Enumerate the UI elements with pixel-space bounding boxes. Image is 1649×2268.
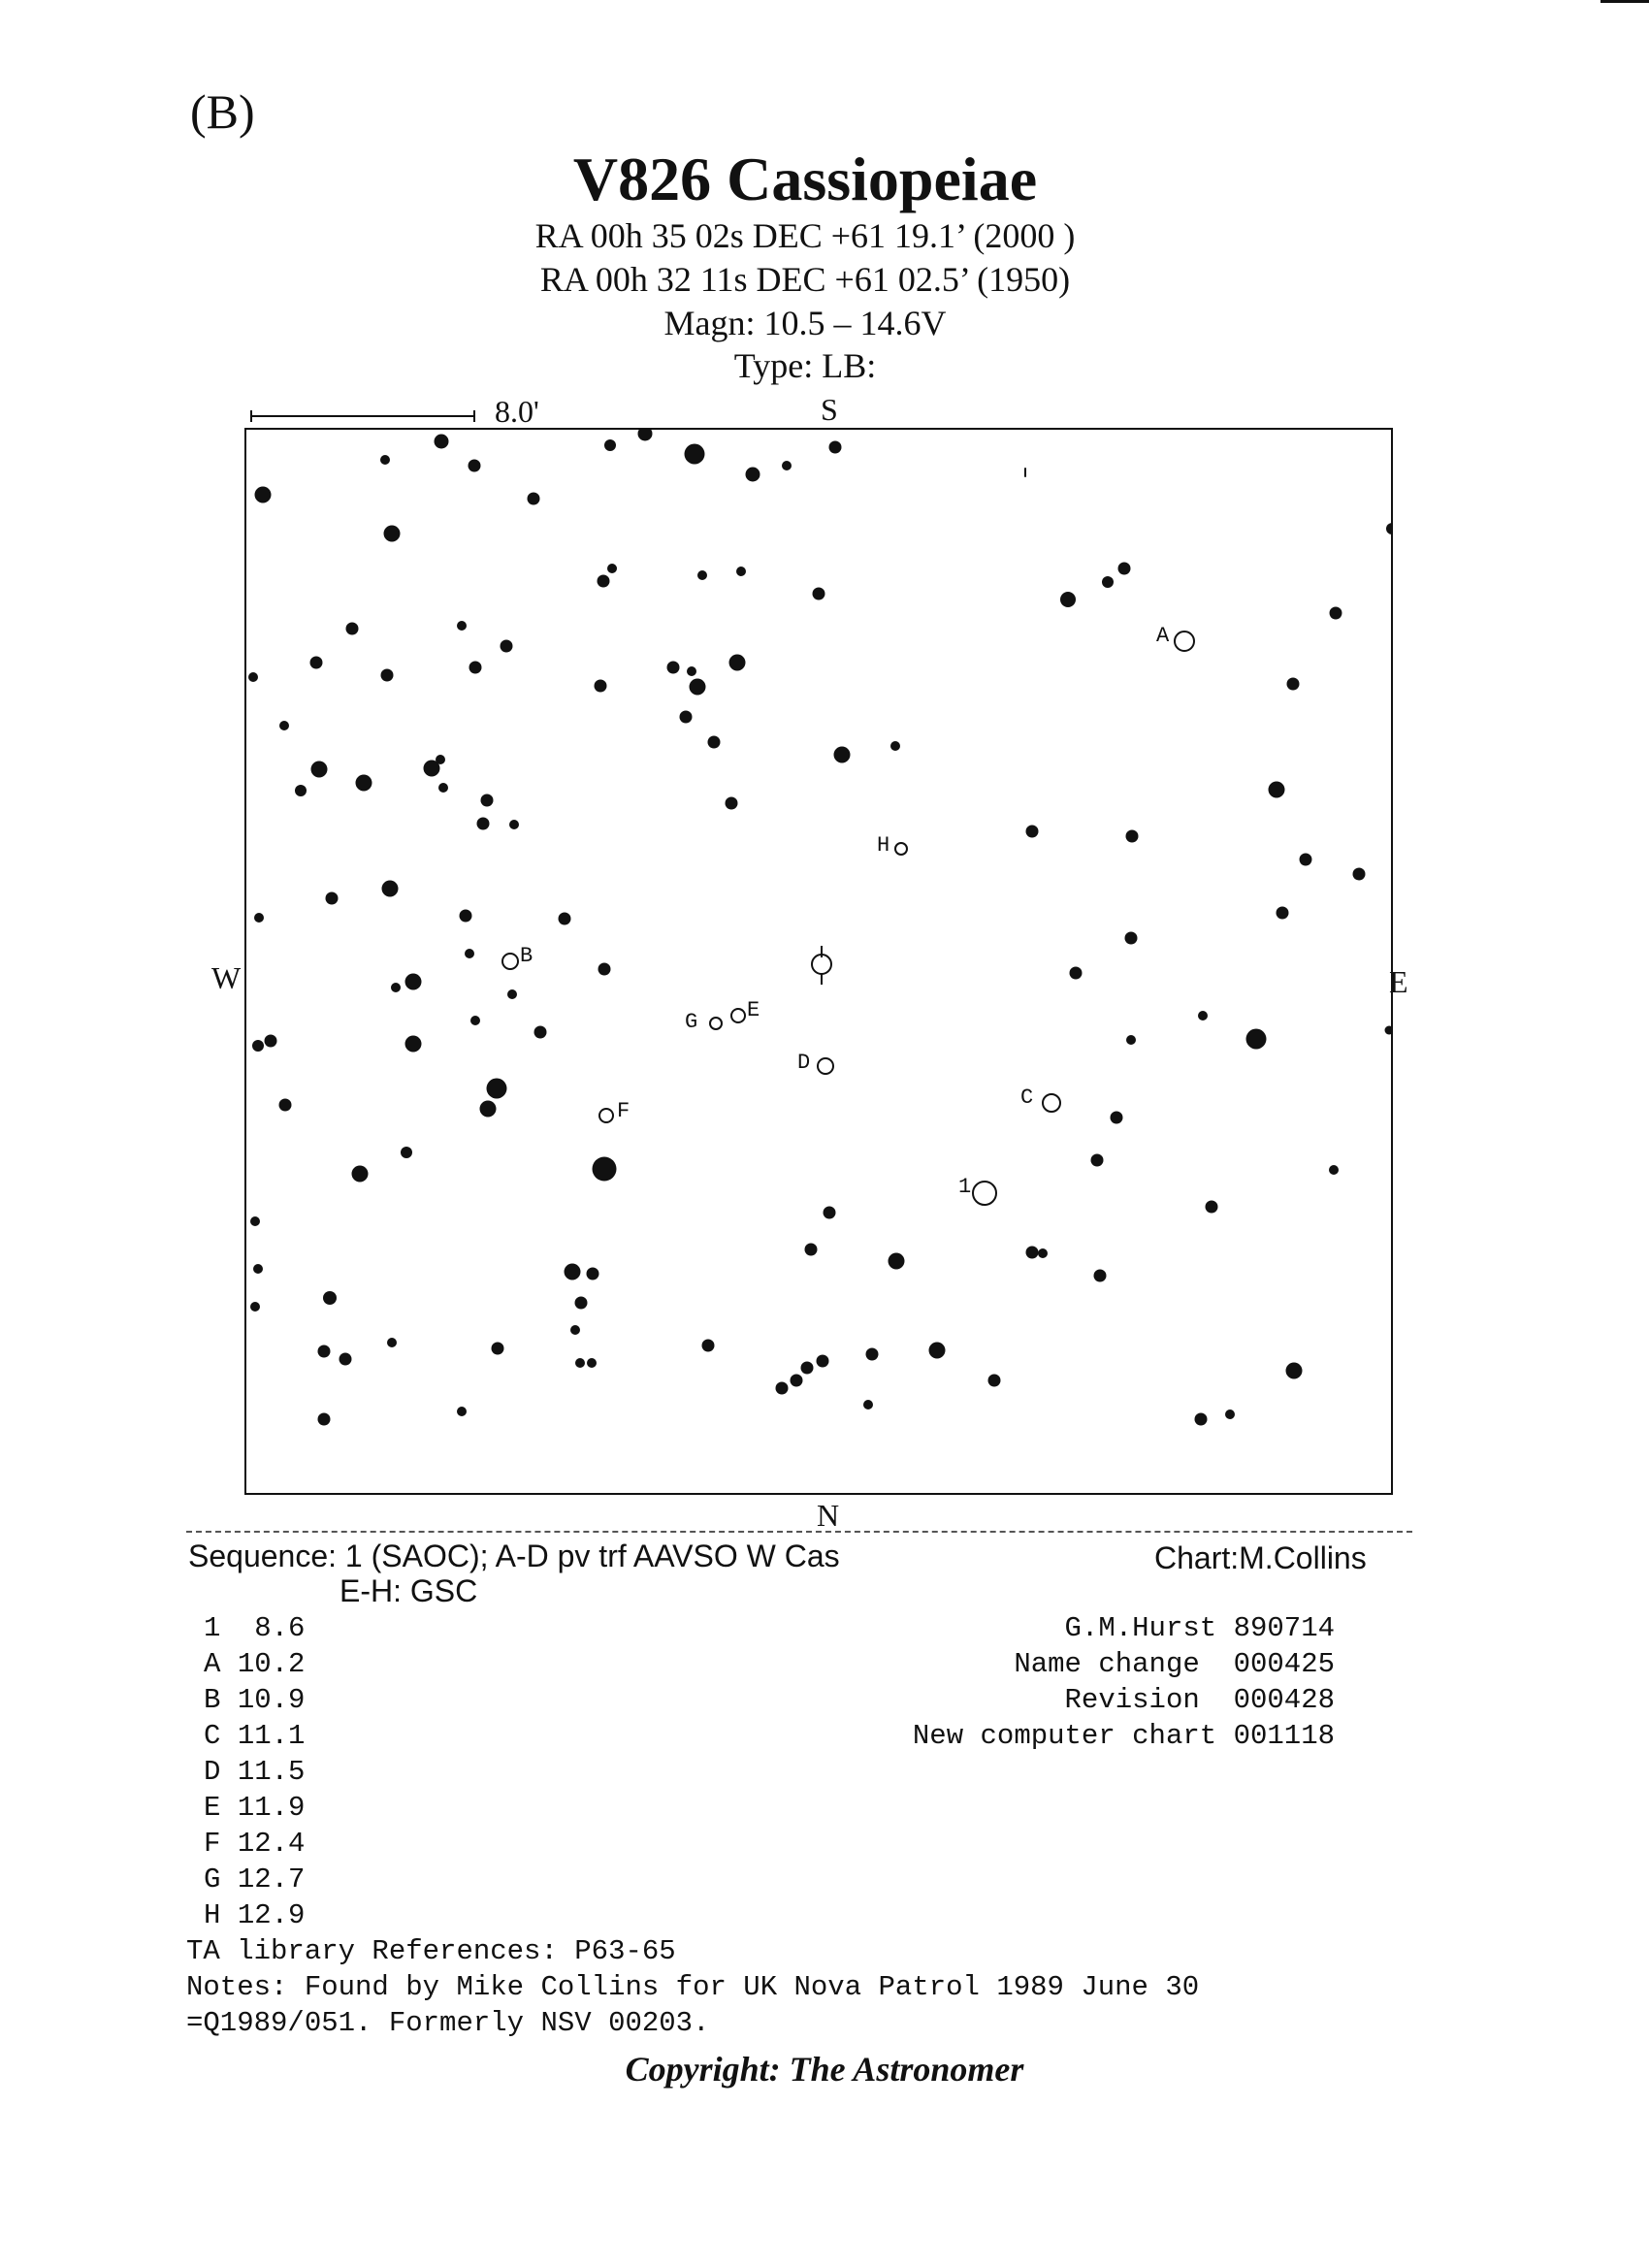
field-star: [1111, 1112, 1123, 1124]
field-star: [253, 1264, 263, 1274]
field-star: [481, 794, 494, 807]
comparison-star-A: [1174, 631, 1195, 652]
field-star: [1126, 830, 1139, 843]
sequence-mag: 12.9: [237, 1899, 306, 1931]
field-star: [477, 818, 490, 830]
field-star: [817, 1355, 829, 1368]
variable-star-tick-top: [821, 946, 823, 957]
field-star: [1330, 607, 1342, 620]
history-row: [913, 1720, 1335, 1752]
field-star: [457, 621, 467, 631]
field-star: [318, 1345, 331, 1358]
comparison-star-G: [709, 1017, 723, 1030]
sequence-id: E: [204, 1792, 221, 1824]
history-label: Name change: [1014, 1648, 1200, 1680]
comparison-label-C: C: [1020, 1085, 1034, 1110]
comparison-label-D: D: [797, 1051, 811, 1075]
field-star: [791, 1375, 803, 1387]
field-star: [813, 588, 825, 600]
notes-line: Notes: Found by Mike Collins for UK Nova Patrol 1989 June 30: [186, 1971, 1200, 2003]
field-star: [1329, 1165, 1339, 1175]
field-star: [380, 455, 390, 465]
sequence-mag: 11.1: [237, 1720, 306, 1752]
direction-east: E: [1389, 964, 1408, 999]
field-star: [438, 783, 448, 793]
field-star: [279, 721, 289, 730]
sequence-mag: 11.5: [237, 1756, 306, 1788]
sequence-id: H: [204, 1899, 221, 1931]
field-star: [667, 662, 680, 674]
comparison-label-A: A: [1156, 624, 1170, 648]
field-star: [782, 461, 792, 470]
sequence-id: 1: [204, 1612, 221, 1644]
panel-label: (B): [190, 84, 255, 139]
field-star: [346, 623, 359, 635]
field-star: [1026, 826, 1039, 838]
variable-star-tick-bottom: [821, 973, 823, 985]
field-star: [352, 1166, 369, 1183]
field-star: [436, 755, 445, 764]
comparison-label-1: 1: [958, 1175, 972, 1199]
comparison-label-H: H: [877, 833, 890, 858]
field-star: [587, 1358, 597, 1368]
comparison-star-1: [972, 1181, 997, 1206]
field-star: [1386, 523, 1393, 535]
sequence-line: Sequence: 1 (SAOC); A-D pv trf AAVSO W Cas: [188, 1539, 840, 1573]
field-star: [457, 1407, 467, 1416]
field-star: [318, 1413, 331, 1426]
field-star: [1038, 1248, 1048, 1258]
field-star: [405, 974, 422, 990]
sequence-mag: 12.4: [237, 1828, 306, 1860]
comparison-label-B: B: [520, 944, 534, 968]
coordinates-1950: RA 00h 32 11s DEC +61 02.5’ (1950): [539, 260, 1071, 299]
field-star: [323, 1291, 337, 1305]
sequence-row: [204, 1720, 305, 1752]
field-star: [435, 435, 449, 449]
field-star: [492, 1343, 504, 1355]
comparison-label-G: G: [685, 1010, 698, 1034]
star-field-map: [244, 428, 1393, 1495]
field-star: [248, 672, 258, 682]
field-star: [387, 1338, 397, 1347]
sequence-id: A: [204, 1648, 221, 1680]
field-star: [1102, 576, 1114, 588]
history-date: 000428: [1233, 1684, 1335, 1716]
sequence-id: B: [204, 1684, 221, 1716]
field-star: [469, 460, 481, 472]
field-star: [587, 1268, 599, 1280]
section-divider: [186, 1531, 1412, 1533]
field-star: [890, 741, 900, 751]
field-star: [687, 666, 696, 676]
field-star: [501, 640, 513, 653]
field-star: [405, 1036, 422, 1053]
history-date: 890714: [1233, 1612, 1335, 1644]
field-star: [1385, 1026, 1394, 1035]
field-star: [384, 526, 401, 542]
field-star: [1206, 1201, 1218, 1214]
sequence-row: [204, 1863, 305, 1895]
notes-line-2: =Q1989/051. Formerly NSV 00203.: [186, 2007, 710, 2039]
field-star: [401, 1147, 412, 1158]
field-star: [736, 567, 746, 576]
field-star: [1126, 1035, 1136, 1045]
variable-type: Type: LB:: [733, 346, 877, 385]
field-star: [255, 487, 272, 503]
field-star: [265, 1035, 277, 1048]
field-star: [381, 669, 394, 682]
sequence-row: [204, 1899, 305, 1931]
history-date: 001118: [1233, 1720, 1335, 1752]
field-star: [559, 913, 571, 925]
comparison-star-F: [598, 1108, 614, 1123]
field-star: [279, 1099, 292, 1112]
comparison-label-E: E: [747, 998, 760, 1022]
field-star: [776, 1382, 789, 1395]
field-star: [311, 761, 328, 778]
history-label: New computer chart: [912, 1720, 1217, 1752]
field-star: [1070, 967, 1083, 980]
comparison-star-C: [1042, 1093, 1061, 1113]
field-star: [250, 1302, 260, 1312]
sequence-mag: 12.7: [237, 1863, 306, 1895]
history-row: [1065, 1684, 1335, 1716]
comparison-label-F: F: [617, 1099, 630, 1123]
field-star: [391, 983, 401, 992]
field-star: [697, 570, 707, 580]
field-star: [575, 1297, 588, 1310]
field-star: [702, 1340, 715, 1352]
field-star: [1195, 1413, 1208, 1426]
field-star: [824, 1207, 836, 1219]
field-star: [295, 785, 307, 796]
field-star: [801, 1362, 814, 1375]
sequence-line-2: E-H: GSC: [340, 1573, 478, 1608]
field-star: [1225, 1409, 1235, 1419]
direction-west: W: [211, 960, 242, 995]
field-star: [1277, 907, 1289, 920]
field-star: [469, 662, 482, 674]
comparison-star-H: [894, 842, 908, 856]
copyright: Copyright: The Astronomer: [625, 2050, 1024, 2089]
sequence-row: [204, 1612, 305, 1644]
field-star: [1024, 468, 1026, 477]
field-star: [638, 428, 653, 441]
direction-north: N: [817, 1498, 840, 1533]
field-star: [575, 1358, 585, 1368]
field-star: [507, 989, 517, 999]
field-star: [1091, 1154, 1104, 1167]
field-star: [604, 439, 616, 451]
field-star: [805, 1244, 818, 1256]
field-star: [685, 444, 705, 465]
field-star: [593, 1157, 617, 1182]
field-star: [470, 1016, 480, 1025]
sequence-id: C: [204, 1720, 221, 1752]
field-star: [356, 775, 372, 792]
sequence-row: [204, 1648, 305, 1680]
field-star: [1300, 854, 1312, 866]
field-star: [252, 1040, 264, 1052]
scan-edge-mark: [1600, 0, 1649, 3]
field-star: [480, 1101, 497, 1118]
field-star: [487, 1079, 507, 1099]
field-star: [254, 913, 264, 923]
chart-title: V826 Cassiopeiae: [572, 145, 1038, 213]
field-star: [595, 680, 607, 693]
field-star: [250, 1216, 260, 1226]
field-star: [1125, 932, 1138, 945]
sequence-mag: 10.9: [237, 1684, 306, 1716]
field-star: [863, 1400, 873, 1409]
comparison-star-E: [730, 1008, 746, 1023]
field-star: [1198, 1011, 1208, 1021]
field-star: [528, 493, 540, 505]
field-star: [1287, 678, 1300, 691]
field-star: [607, 564, 617, 573]
field-star: [1286, 1363, 1303, 1379]
comparison-star-B: [501, 953, 519, 970]
history-row: [1065, 1612, 1335, 1644]
field-star: [1060, 592, 1076, 607]
field-star: [598, 575, 610, 588]
sequence-mag: 8.6: [254, 1612, 306, 1644]
field-star: [460, 910, 472, 923]
sequence-id: G: [204, 1863, 221, 1895]
field-star: [382, 881, 399, 897]
chart-author: Chart:M.Collins: [1154, 1540, 1367, 1575]
history-label: G.M.Hurst: [1064, 1612, 1217, 1644]
field-star: [326, 892, 339, 905]
field-star: [690, 679, 706, 696]
field-star: [746, 468, 760, 482]
field-star: [310, 657, 323, 669]
sequence-row: [204, 1792, 305, 1824]
scale-bar: [250, 415, 475, 417]
field-star: [340, 1353, 352, 1366]
scale-label: 8.0': [495, 394, 539, 429]
references-line: TA library References: P63-65: [186, 1935, 676, 1967]
field-star: [509, 820, 519, 829]
field-star: [726, 797, 738, 810]
sequence-row: [204, 1684, 305, 1716]
field-star: [598, 963, 611, 976]
comparison-star-D: [817, 1057, 834, 1075]
field-star: [570, 1325, 580, 1335]
field-star: [534, 1026, 547, 1039]
field-star: [1353, 868, 1366, 881]
field-star: [465, 949, 474, 958]
history-row: [1014, 1648, 1335, 1680]
field-star: [565, 1264, 581, 1280]
field-star: [708, 736, 721, 749]
field-star: [889, 1253, 905, 1270]
sequence-mag: 10.2: [237, 1648, 306, 1680]
direction-south: S: [821, 392, 838, 427]
sequence-mag: 11.9: [237, 1792, 306, 1824]
field-star: [929, 1343, 946, 1359]
field-star: [1026, 1247, 1039, 1259]
sequence-id: D: [204, 1756, 221, 1788]
field-star: [834, 747, 851, 763]
sequence-row: [204, 1756, 305, 1788]
history-label: Revision: [1064, 1684, 1200, 1716]
history-date: 000425: [1233, 1648, 1335, 1680]
coordinates-2000: RA 00h 35 02s DEC +61 19.1’ (2000 ): [534, 216, 1076, 255]
field-star: [1246, 1029, 1267, 1050]
field-star: [829, 441, 842, 454]
field-star: [1269, 782, 1285, 798]
field-star: [866, 1348, 879, 1361]
field-star: [1118, 563, 1131, 575]
field-star: [680, 711, 693, 724]
field-star: [988, 1375, 1001, 1387]
sequence-id: F: [204, 1828, 221, 1860]
sequence-row: [204, 1828, 305, 1860]
magnitude-range: Magn: 10.5 – 14.6V: [663, 304, 947, 342]
field-star: [729, 655, 746, 671]
field-star: [1094, 1270, 1107, 1282]
